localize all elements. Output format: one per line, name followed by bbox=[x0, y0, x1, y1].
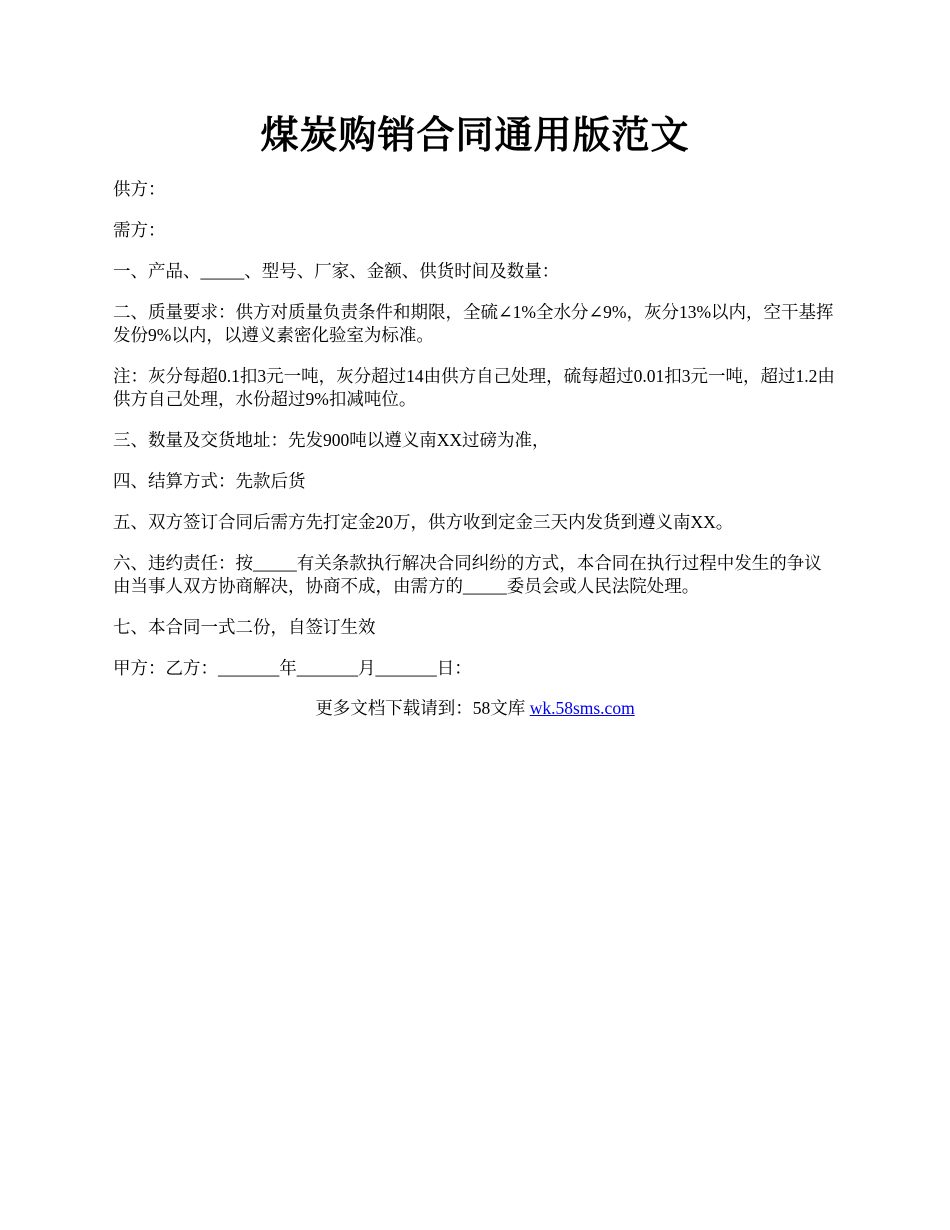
footer-text: 更多文档下载请到：58文库 bbox=[315, 698, 530, 718]
paragraph-note: 注：灰分每超0.1扣3元一吨，灰分超过14由供方自己处理，硫每超过0.01扣3元一吨，超过1.2由供方自己处理，水份超过9%扣减吨位。 bbox=[113, 366, 835, 409]
document-footer bbox=[0, 696, 950, 720]
footer-link[interactable]: wk.58sms.com bbox=[529, 698, 635, 718]
paragraph-product: 一、产品、_____、型号、厂家、金额、供货时间及数量： bbox=[113, 261, 560, 281]
paragraph-deposit: 五、双方签订合同后需方先打定金20万，供方收到定金三天内发货到遵义南XX。 bbox=[113, 512, 734, 532]
paragraph-buyer: 需方： bbox=[113, 220, 166, 240]
paragraph-quantity: 三、数量及交货地址：先发900吨以遵义南XX过磅为准， bbox=[113, 430, 550, 450]
paragraph-copies: 七、本合同一式二份，自签订生效 bbox=[113, 617, 376, 637]
paragraph-signature: 甲方：乙方：_______年_______月_______日： bbox=[113, 658, 472, 678]
document-title: 煤炭购销合同通用版范文 bbox=[260, 115, 690, 157]
document-body bbox=[113, 178, 835, 698]
paragraph-settlement: 四、结算方式：先款后货 bbox=[113, 471, 306, 491]
paragraph-supplier: 供方： bbox=[113, 179, 166, 199]
paragraph-quality: 二、质量要求：供方对质量负责条件和期限，全硫∠1%全水分∠9%，灰分13%以内，空干基挥发份9%以内，以遵义素密化验室为标准。 bbox=[113, 302, 834, 345]
paragraph-liability: 六、违约责任：按_____有关条款执行解决合同纠纷的方式，本合同在执行过程中发生的争议由当事人双方协商解决，协商不成，由需方的_____委员会或人民法院处理。 bbox=[113, 553, 822, 596]
